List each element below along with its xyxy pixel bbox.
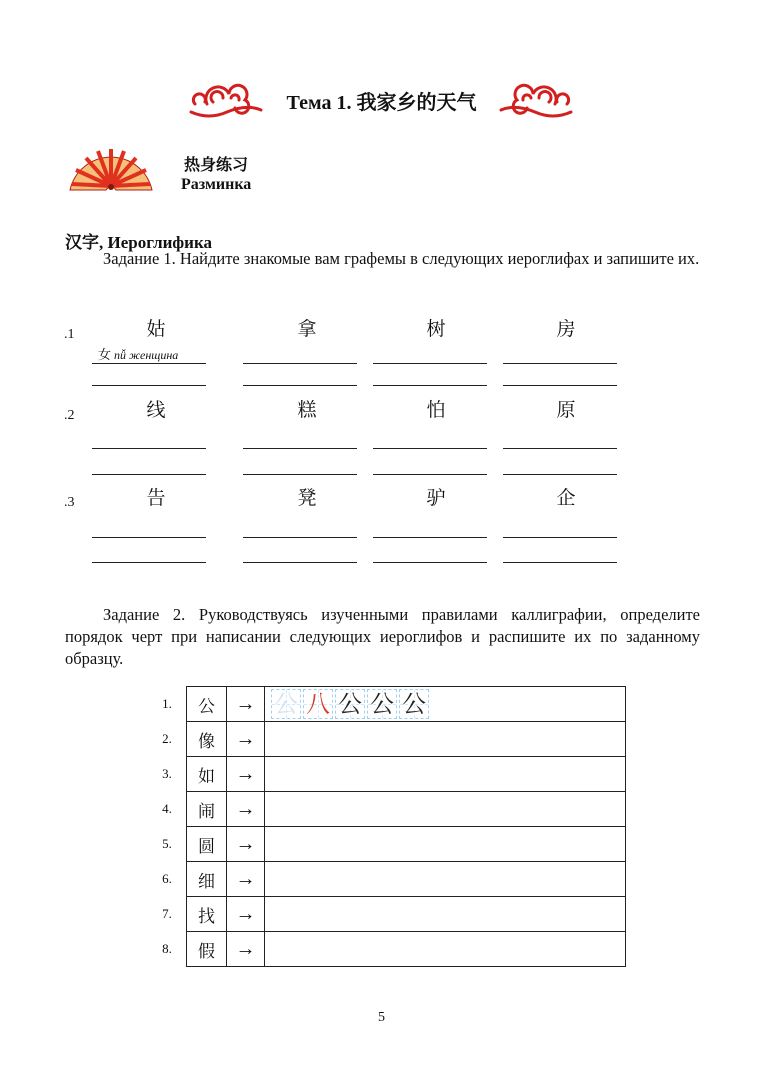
row-number: 3.: [162, 766, 172, 781]
task1-character: 凳: [297, 487, 317, 509]
answer-line[interactable]: [243, 537, 357, 538]
answer-line[interactable]: [243, 385, 357, 386]
table-character: 闹: [187, 792, 227, 827]
task1-character: 糕: [297, 399, 317, 421]
stroke-answer-cell[interactable]: [265, 757, 626, 792]
answer-line[interactable]: [243, 474, 357, 475]
task1-character: 告: [146, 487, 166, 509]
sample-stroke-sequence: [271, 689, 625, 719]
task1-example-answer: [98, 344, 178, 363]
answer-line[interactable]: [503, 385, 617, 386]
answer-line[interactable]: [92, 537, 206, 538]
table-row: [148, 827, 626, 862]
answer-line[interactable]: [92, 474, 206, 475]
answer-line[interactable]: [503, 448, 617, 449]
table-character: 找: [187, 897, 227, 932]
answer-line[interactable]: [503, 474, 617, 475]
stroke-step: 公: [271, 689, 301, 719]
task1-row-number: .3: [64, 495, 75, 510]
answer-line[interactable]: [92, 562, 206, 563]
answer-line[interactable]: [503, 363, 617, 364]
example-character: 女: [98, 348, 112, 363]
warmup-chinese-title: 热身练习: [184, 157, 249, 174]
answer-line[interactable]: [373, 537, 487, 538]
arrow-icon: →: [227, 862, 265, 897]
table-row: [148, 862, 626, 897]
stroke-answer-cell[interactable]: [265, 722, 626, 757]
task1-character: 原: [556, 399, 576, 421]
stroke-answer-cell[interactable]: [265, 687, 626, 722]
answer-line[interactable]: [373, 448, 487, 449]
row-number: 4.: [162, 801, 172, 816]
arrow-icon: →: [227, 722, 265, 757]
task2-instructions: Задание 2. Руководствуясь изученными правилами каллиграфии, определите порядок черт при написании следующих иероглифов и распишите их по заданному образцу.: [65, 605, 700, 668]
table-character: 假: [187, 932, 227, 967]
stroke-answer-cell[interactable]: [265, 932, 626, 967]
arrow-icon: →: [227, 932, 265, 967]
task1-character: 企: [556, 487, 576, 509]
answer-line[interactable]: [243, 448, 357, 449]
task1-character: 房: [556, 318, 576, 340]
table-row: [148, 932, 626, 967]
answer-line[interactable]: [373, 474, 487, 475]
arrow-icon: →: [227, 687, 265, 722]
stroke-answer-cell[interactable]: [265, 897, 626, 932]
stroke-step: 公: [399, 689, 429, 719]
task1-character: 线: [146, 399, 166, 421]
fan-icon: [66, 146, 156, 192]
answer-line[interactable]: [243, 363, 357, 364]
stroke-answer-cell[interactable]: [265, 862, 626, 897]
task1-character: 拿: [297, 318, 317, 340]
stroke-step: 公: [335, 689, 365, 719]
stroke-step: 八: [303, 689, 333, 719]
table-row: [148, 792, 626, 827]
stroke-order-table: [148, 686, 626, 967]
table-character: 细: [187, 862, 227, 897]
table-character: 圆: [187, 827, 227, 862]
answer-line[interactable]: [373, 363, 487, 364]
warmup-russian-title: Разминка: [181, 176, 252, 193]
table-character: 公: [187, 687, 227, 722]
answer-line[interactable]: [243, 562, 357, 563]
stroke-answer-cell[interactable]: [265, 792, 626, 827]
answer-line[interactable]: [503, 562, 617, 563]
arrow-icon: →: [227, 757, 265, 792]
section-heading: 汉字, Иероглифика: [65, 233, 213, 252]
arrow-icon: →: [227, 792, 265, 827]
answer-line[interactable]: [92, 385, 206, 386]
page-title: Тема 1. 我家乡的天气: [286, 92, 477, 114]
answer-line[interactable]: [92, 448, 206, 449]
stroke-answer-cell[interactable]: [265, 827, 626, 862]
task1-character: 怕: [426, 399, 446, 421]
arrow-icon: →: [227, 897, 265, 932]
stroke-step: 公: [367, 689, 397, 719]
row-number: 6.: [162, 871, 172, 886]
row-number: 5.: [162, 836, 172, 851]
table-character: 如: [187, 757, 227, 792]
task1-character: 树: [426, 318, 446, 340]
answer-line[interactable]: [503, 537, 617, 538]
row-number: 8.: [162, 941, 172, 956]
table-row: [148, 897, 626, 932]
row-number: 2.: [162, 731, 172, 746]
table-row: [148, 722, 626, 757]
table-row: [148, 757, 626, 792]
table-row: [148, 687, 626, 722]
task1-row-number: .1: [64, 327, 75, 342]
task1-row-number: .2: [64, 408, 75, 423]
task1-character: 姑: [146, 318, 166, 340]
answer-line[interactable]: [373, 562, 487, 563]
task1-instructions: Задание 1. Найдите знакомые вам графемы в следующих иероглифах и запишите их.: [103, 249, 700, 268]
example-meaning: nǚ женщина: [114, 348, 179, 362]
table-character: 像: [187, 722, 227, 757]
answer-line[interactable]: [373, 385, 487, 386]
task1-character: 驴: [426, 487, 446, 509]
answer-line[interactable]: [92, 363, 206, 364]
arrow-icon: →: [227, 827, 265, 862]
row-number: 7.: [162, 906, 172, 921]
page-number: 5: [378, 1010, 385, 1025]
row-number: 1.: [162, 696, 172, 711]
